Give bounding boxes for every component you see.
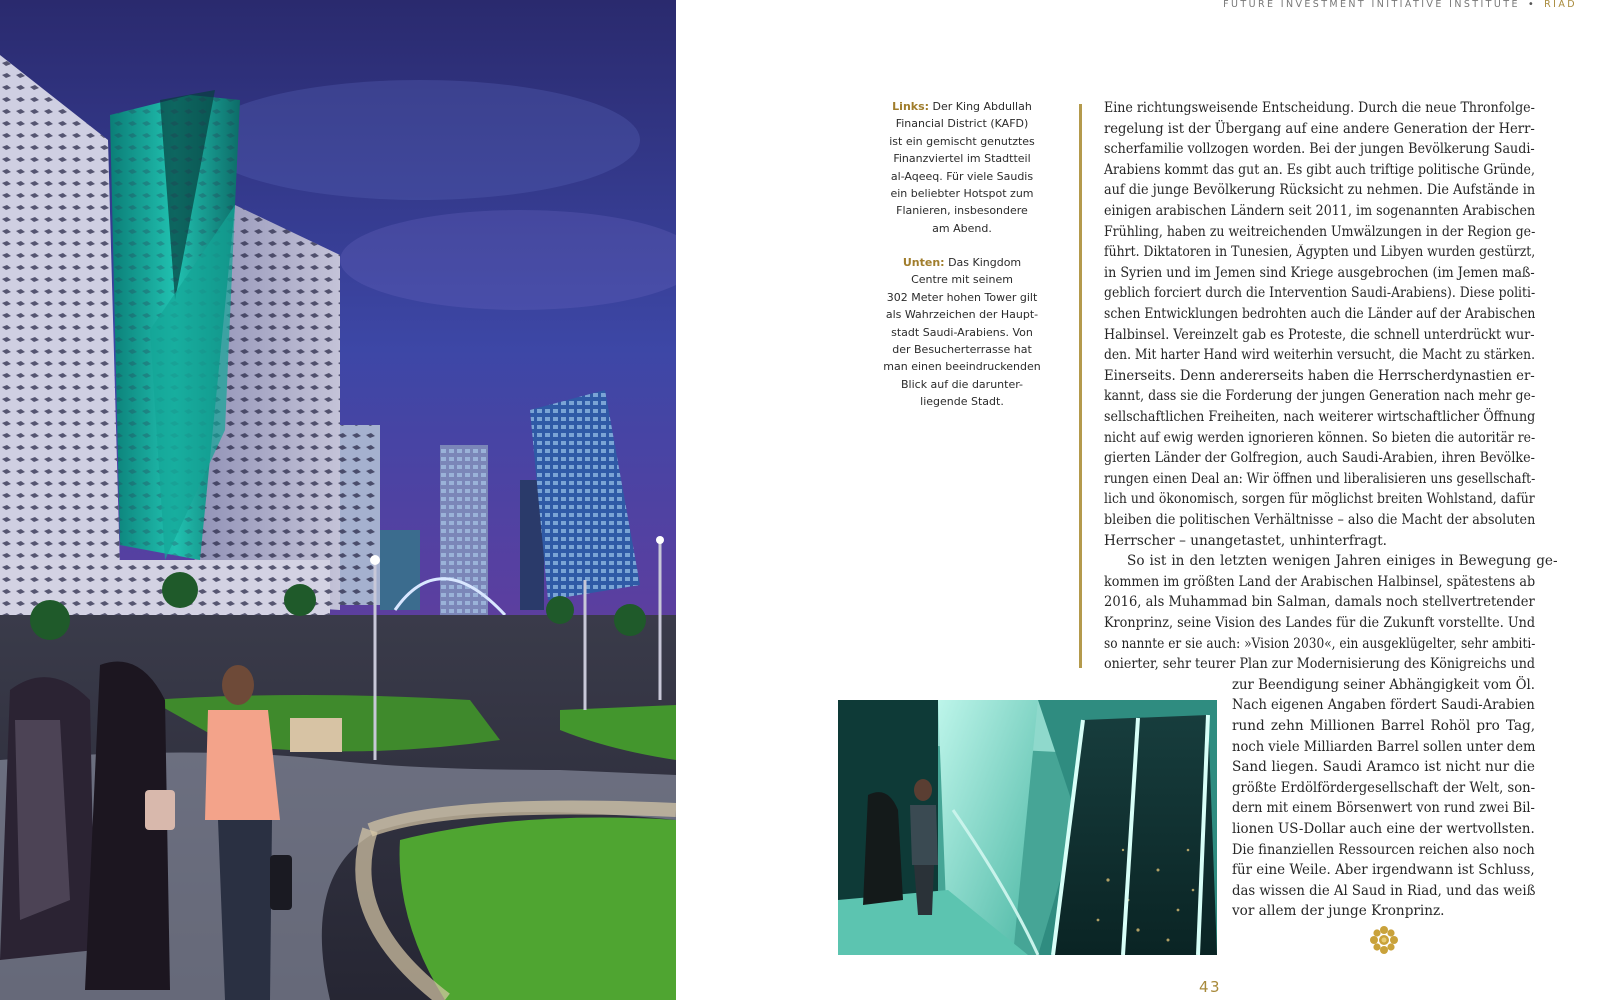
body-line: gierten Länder der Golfregion, auch Saudi-Arabien, ihren Bevölke- (1104, 450, 1535, 467)
body-line: nicht auf ewig werden ignorieren können. So bieten die autoritär re- (1104, 429, 1536, 446)
body-line: rund zehn Millionen Barrel Rohöl pro Tag, (1232, 718, 1536, 734)
caption-line: Financial District (KAFD) (895, 117, 1029, 131)
kafd-night-photo (0, 0, 676, 1000)
kingdom-centre-photo (838, 700, 1217, 955)
body-line: So ist in den letzten wenigen Jahren einiges in Bewegung ge- (1127, 553, 1558, 570)
body-line: schen Entwicklungen bedrohten auch die Länder auf der Arabischen (1104, 306, 1536, 322)
body-line: geblich forciert durch die Intervention Saudi-Arabiens). Diese politi- (1104, 285, 1536, 302)
body-line: onierter, sehr teurer Plan zur Modernisierung des Königreichs und (1104, 656, 1536, 673)
body-line: noch viele Milliarden Barrel sollen unter dem (1232, 738, 1536, 755)
body-line: Nach eigenen Angaben fördert Saudi-Arabien (1232, 697, 1535, 714)
flower-ornament-icon (1370, 926, 1398, 954)
body-line: lich und ökonomisch, sorgen für möglichst breiten Wohlstand, dafür (1104, 491, 1535, 508)
body-line: Kronprinz, seine Vision des Landes für die Zukunft vorstellte. Und (1104, 615, 1536, 631)
header-title: FUTURE INVESTMENT INITIATIVE INSTITUTE (1223, 0, 1520, 10)
caption-line: Flanieren, insbesondere (896, 204, 1028, 218)
body-line: Arabiens kommt das gut an. Es gibt auch triftige politische Gründe, (1104, 161, 1535, 178)
body-line: das wissen die Al Saud in Riad, und das weiß (1232, 882, 1536, 899)
body-line: bleiben die politischen Verhältnisse – also die Macht der absoluten (1104, 512, 1536, 528)
caption-line: Das Kingdom (948, 256, 1022, 269)
body-line: Herrscher – unangetastet, unhinterfragt. (1104, 532, 1387, 549)
caption-unten-label: Unten: (902, 256, 945, 269)
body-line: Halbinsel. Vereinzelt gab es Proteste, die schnell unterdrückt wur- (1104, 326, 1535, 343)
caption-line: man einen beeindruckenden (883, 360, 1041, 374)
body-line: Einerseits. Denn andererseits haben die Herrscherdynastien er- (1104, 367, 1535, 384)
caption-line: Finanzviertel im Stadtteil (893, 152, 1031, 166)
body-line: lionen US-Dollar auch eine der wertvollsten. (1232, 821, 1535, 837)
body-line: sellschaftlichen Freiheiten, nach weiterer wirtschaftlicher Öffnung (1104, 409, 1536, 425)
body-line: so nannte er sie auch: »Vision 2030«, ein ausgeklügelter, sehr ambiti- (1104, 635, 1536, 652)
body-line: rungen einen Deal an: Wir öffnen und liberalisieren uns gesellschaft- (1104, 470, 1536, 487)
body-line: in Syrien und im Jemen sind Kriege ausgebrochen (im Jemen maß- (1104, 264, 1535, 281)
body-line: einigen arabischen Ländern seit 2011, im sogenannten Arabischen (1104, 203, 1536, 219)
running-header (1223, 0, 1577, 10)
caption-line: Centre mit seinem (911, 273, 1013, 287)
body-line: Eine richtungsweisende Entscheidung. Durch die neue Thronfolge- (1104, 100, 1535, 116)
body-line: den. Mit harter Hand wird weiterhin versucht, die Macht zu stärken. (1104, 347, 1536, 364)
caption-line: al-Aqeeq. Für viele Saudis (890, 169, 1034, 183)
caption-links (880, 98, 1044, 237)
body-line: Frühling, haben zu weitreichenden Umwälzungen in der Region ge- (1104, 223, 1536, 240)
body-line: führt. Diktatoren in Tunesien, Ägypten und Libyen wurden gestürzt, (1104, 244, 1536, 261)
body-line: größte Erdölfördergesellschaft der Welt, son- (1232, 779, 1536, 796)
body-line: vor allem der junge Kronprinz. (1232, 903, 1445, 920)
body-line: kannt, dass sie die Forderung der jungen Generation nach mehr ge- (1104, 388, 1536, 405)
caption-line: der Besucherterrasse hat (892, 343, 1032, 357)
caption-unten (880, 254, 1044, 411)
page-number: 43 (1198, 978, 1222, 996)
caption-line: ist ein gemischt genutztes (889, 134, 1035, 148)
caption-line: Blick auf die darunter- (900, 377, 1023, 391)
caption-links-label: Links: (892, 100, 930, 113)
body-line: Sand liegen. Saudi Aramco ist nicht nur die (1232, 759, 1535, 776)
body-line: Die finanziellen Ressourcen reichen also noch (1232, 841, 1535, 858)
header-city: RIAD (1544, 0, 1577, 10)
body-line: dern mit einem Börsenwert von rund zwei Bil- (1232, 800, 1535, 817)
body-line: scherfamilie vollzogen worden. Bei der jungen Bevölkerung Saudi- (1104, 141, 1535, 158)
caption-line: Der King Abdullah (932, 100, 1032, 113)
caption-line: 302 Meter hohen Tower gilt (886, 290, 1038, 304)
body-line: auf die junge Bevölkerung Rücksicht zu nehmen. Die Aufstände in (1104, 182, 1536, 199)
caption-line: am Abend. (932, 221, 992, 235)
caption-line: liegende Stadt. (920, 395, 1004, 409)
body-line: regelung ist der Übergang auf eine andere Generation der Herr- (1104, 120, 1535, 137)
body-line: kommen im größten Land der Arabischen Halbinsel, spätestens ab (1104, 573, 1536, 590)
caption-line: als Wahrzeichen der Haupt- (885, 308, 1039, 322)
caption-line: stadt Saudi-Arabiens. Von (891, 325, 1033, 339)
body-line: für eine Weile. Aber irgendwann ist Schluss, (1232, 862, 1535, 879)
body-line: zur Beendigung seiner Abhängigkeit vom Öl. (1232, 676, 1536, 693)
gold-rule (1079, 104, 1082, 668)
caption-line: ein beliebter Hotspot zum (890, 187, 1034, 201)
header-separator: • (1527, 0, 1537, 10)
body-line: 2016, als Muhammad bin Salman, damals noch stellvertretender (1104, 594, 1535, 611)
